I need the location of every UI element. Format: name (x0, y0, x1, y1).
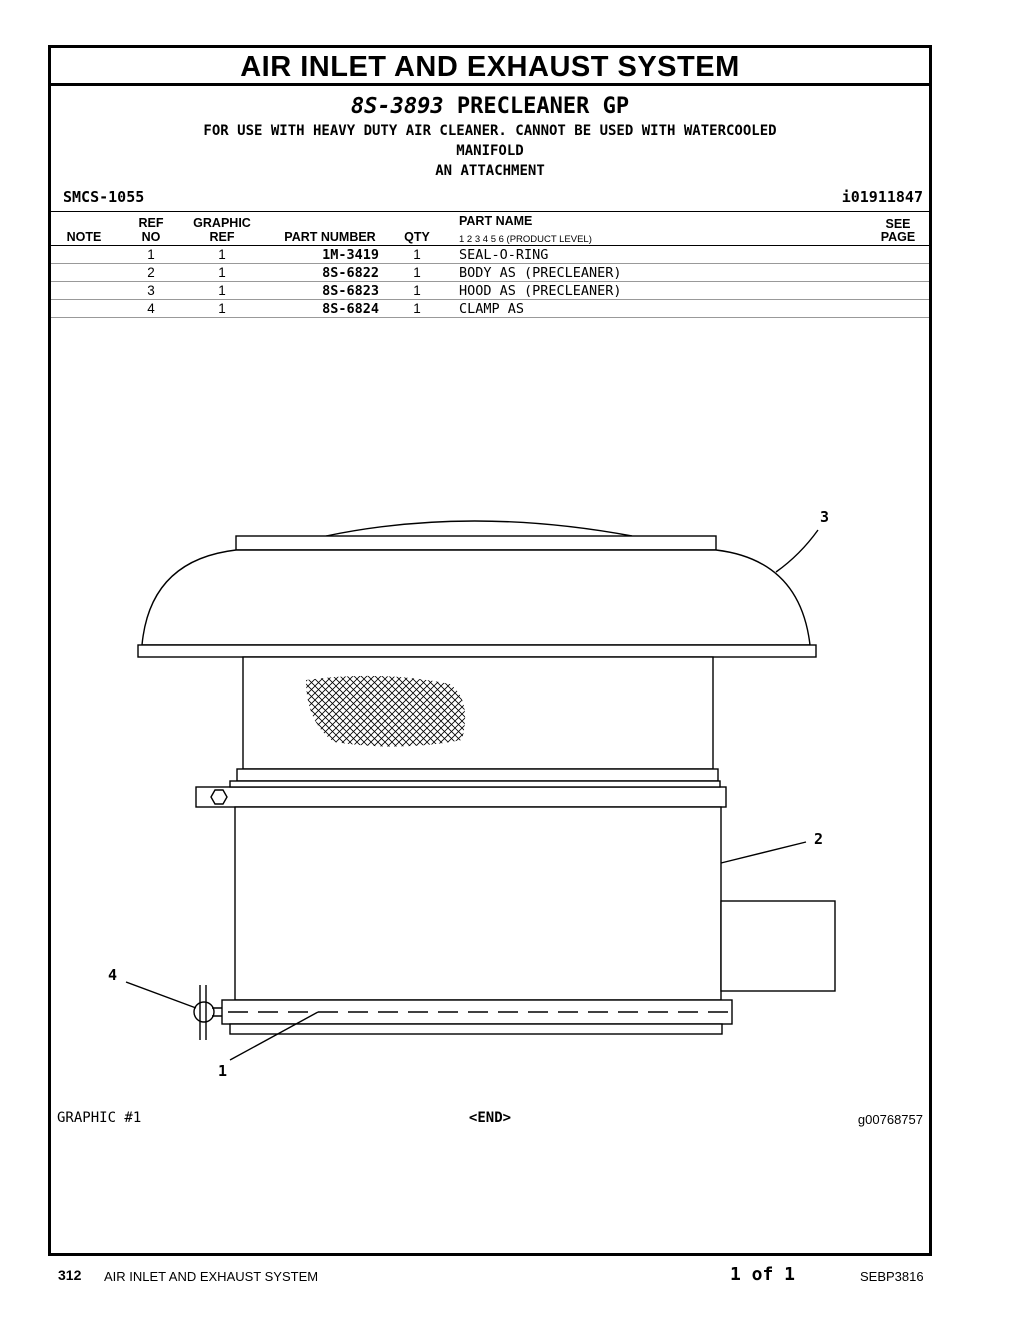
qty-cell: 1 (413, 301, 421, 316)
col-ref-no-header-2: NO (141, 230, 161, 244)
body-assembly (196, 657, 835, 1000)
description-line-3: AN ATTACHMENT (435, 163, 545, 179)
qty-cell: 1 (413, 247, 421, 262)
part-number-link[interactable]: 8S-6823 (322, 283, 379, 299)
col-graphic-ref-header-1: GRAPHIC (193, 216, 251, 230)
product-level-legend: 1 2 3 4 5 6 (PRODUCT LEVEL) (459, 234, 592, 245)
col-graphic-ref-header-2: REF (209, 230, 235, 244)
graphic-label: GRAPHIC #1 (57, 1110, 142, 1126)
part-number-link[interactable]: 8S-6822 (322, 265, 379, 281)
description-line-2: MANIFOLD (456, 143, 524, 159)
part-name-cell: SEAL-O-RING (459, 247, 549, 263)
section-title: AIR INLET AND EXHAUST SYSTEM (51, 48, 929, 86)
ref-no-cell: 4 (147, 301, 155, 316)
part-name-cell: BODY AS (PRECLEANER) (459, 265, 622, 281)
footer-section: AIR INLET AND EXHAUST SYSTEM (104, 1269, 319, 1284)
part-name-cell: HOOD AS (PRECLEANER) (459, 283, 622, 299)
page-of: 1 of 1 (730, 1264, 796, 1285)
ref-no-cell: 2 (147, 265, 155, 280)
hood-assembly (138, 521, 816, 657)
col-note-header: NOTE (66, 230, 102, 244)
part-number-link[interactable]: 8S-6824 (322, 301, 379, 317)
part-name-cell: CLAMP AS (459, 301, 525, 317)
graphic-ref-cell: 1 (218, 283, 226, 298)
callout-2: 2 (814, 830, 824, 848)
ref-no-cell: 3 (147, 283, 155, 298)
graphic-ref-cell: 1 (218, 247, 226, 262)
graphic-ref-cell: 1 (218, 301, 226, 316)
part-number-link[interactable]: 1M-3419 (322, 247, 379, 263)
qty-cell: 1 (413, 283, 421, 298)
callout-1: 1 (218, 1062, 228, 1080)
col-part-name-header: PART NAME (459, 214, 533, 228)
callout-3: 3 (820, 508, 830, 526)
ref-no-cell: 1 (147, 247, 155, 262)
info-id: i01911847 (841, 188, 923, 206)
page-number: 312 (58, 1267, 82, 1283)
qty-cell: 1 (413, 265, 421, 280)
col-see-page-header-2: PAGE (880, 230, 916, 244)
end-marker: <END> (468, 1110, 512, 1126)
smcs-code: SMCS-1055 (63, 188, 145, 206)
group-part-number[interactable]: 8S-3893 (350, 94, 444, 119)
graphic-ref-cell: 1 (218, 265, 226, 280)
group-name: PRECLEANER GP (456, 94, 630, 119)
col-qty-header: QTY (404, 230, 430, 244)
description-line-1: FOR USE WITH HEAVY DUTY AIR CLEANER. CANNOT BE USED WITH WATERCOOLED (203, 123, 777, 139)
graphic-id: g00768757 (857, 1112, 923, 1127)
col-see-page-header-1: SEE (885, 217, 911, 231)
col-part-number-header: PART NUMBER (284, 230, 376, 244)
callout-4: 4 (108, 966, 118, 984)
col-ref-no-header-1: REF (138, 216, 164, 230)
doc-id: SEBP3816 (860, 1269, 924, 1284)
